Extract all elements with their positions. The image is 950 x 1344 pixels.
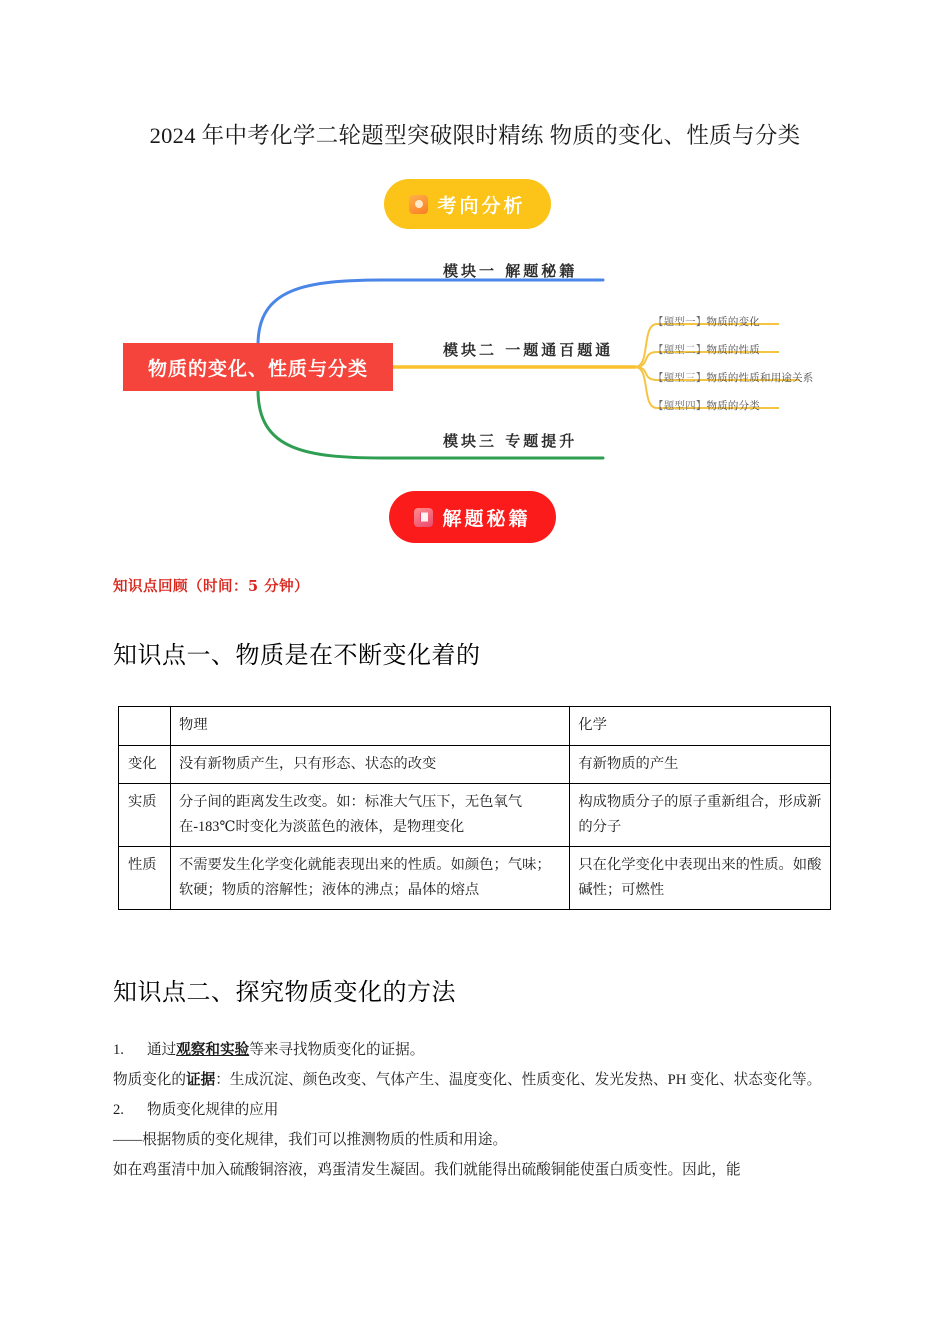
body-item-1 [113,1035,848,1065]
body-evidence-emphasis: 证据 [185,1072,216,1089]
mindmap-leaf-4 [653,398,760,413]
mindmap-leaf-3 [653,370,814,385]
table-row-3-label: 性质 [119,847,171,910]
body-content [113,1035,848,1185]
body-example-line: 如在鸡蛋清中加入硫酸铜溶液，鸡蛋清发生凝固。我们就能得出硫酸铜能使蛋白质变性。因此，能 [113,1162,741,1179]
table-header-row [119,707,831,746]
table-header-physical: 物理 [170,707,569,746]
mindmap-leaf-3-tag: 【题型三】 [653,372,707,384]
body-item-2-number: 2. [113,1102,124,1119]
table-row-1-physical: 没有新物质产生，只有形态、状态的改变 [170,745,569,784]
mindmap-leaf-1-text: 物质的变化 [706,316,760,328]
table-row-2-physical: 分子间的距离发生改变。如：标准大气压下，无色氧气在-183℃时变化为淡蓝色的液体，是物理变化 [170,784,569,847]
section-heading-2: 知识点二、探究物质变化的方法 [113,980,456,1006]
table-row [119,847,831,910]
table-row [119,784,831,847]
body-item-1-number: 1. [113,1042,124,1058]
mindmap-leaf-4-text: 物质的分类 [706,400,760,412]
mindmap-leaf-3-text: 物质的性质和用途关系 [706,372,814,384]
book-icon [414,508,433,527]
review-note: 知识点回顾（时间：5 分钟） [113,578,310,595]
mindmap-leaf-1-tag: 【题型一】 [653,316,707,328]
table-row-1-chemical: 有新物质的产生 [570,745,831,784]
mindmap-leaf-2-text: 物质的性质 [706,344,760,356]
mindmap-leaf-4-tag: 【题型四】 [653,400,707,412]
body-dash-line: ——根据物质的变化规律，我们可以推测物质的性质和用途。 [113,1132,508,1149]
mindmap-center-node: 物质的变化、性质与分类 [123,343,393,391]
body-evidence-line [113,1065,848,1095]
table-header-chemical: 化学 [570,707,831,746]
comparison-table [118,706,831,910]
body-item-2 [113,1095,848,1125]
table-row-2-chemical: 构成物质分子的原子重新组合，形成新的分子 [570,784,831,847]
body-evidence-prefix: 物质变化的 [113,1072,186,1089]
section-heading-1: 知识点一、物质是在不断变化着的 [113,643,481,669]
body-item-1-emphasis: 观察和实验 [176,1042,250,1058]
body-item-1-suffix: 等来寻找物质变化的证据。 [249,1042,425,1058]
mindmap-bottom-pill [389,491,556,543]
table-header-corner [119,707,171,746]
table-row [119,745,831,784]
table-row-3-chemical: 只在化学变化中表现出来的性质。如酸碱性；可燃性 [570,847,831,910]
mindmap-leaf-2-tag: 【题型二】 [653,344,707,356]
page-title: 2024 年中考化学二轮题型突破限时精练 物质的变化、性质与分类 [149,123,801,148]
body-item-2-text: 物质变化规律的应用 [147,1102,279,1119]
table-row-2-label: 实质 [119,784,171,847]
mindmap-branch-1-label: 模块一 解题秘籍 [443,262,578,280]
table-row-3-physical: 不需要发生化学变化就能表现出来的性质。如颜色；气味；软硬；物质的溶解性；液体的沸点；晶体的熔点 [170,847,569,910]
analysis-icon [409,195,428,214]
mindmap-branch-2-label: 模块二 一题通百题通 [443,341,614,359]
body-evidence-suffix: ：生成沉淀、颜色改变、气体产生、温度变化、性质变化、发光发热、PH 变化、状态变化等。 [215,1072,822,1089]
mindmap-leaf-2 [653,342,760,357]
body-item-1-prefix: 通过 [147,1042,177,1058]
mindmap-branch-3-label: 模块三 专题提升 [443,432,578,450]
mindmap-bottom-pill-label: 解题秘籍 [442,507,531,530]
mindmap-leaf-1 [653,314,760,329]
mindmap-top-pill-label: 考向分析 [437,194,526,217]
table-row-1-label: 变化 [119,745,171,784]
mindmap-top-pill [384,179,551,229]
mindmap-figure [95,168,855,558]
